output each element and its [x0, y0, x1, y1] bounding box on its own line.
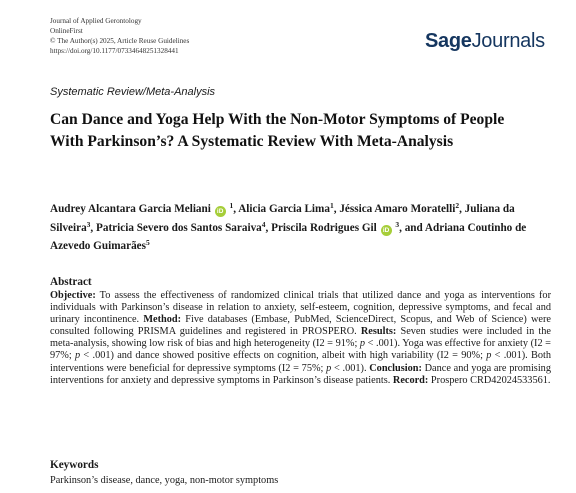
abstract-text: [50, 290, 551, 387]
author-name[interactable]: Jéssica Amaro Moratelli: [339, 203, 456, 215]
journal-metadata: [50, 16, 189, 56]
results-text: < .001) and dance showed positive effects on cognition, albeit with high variability (I2 = 90%;: [80, 350, 487, 362]
objective-text: To assess the effectiveness of randomized clinical trials that utilized dance and yoga as interventions for individuals with Parkinson’s disease in relation to anxiety, self-esteem, cognition, depressive symptoms, and fecal and urinary incontinence.: [50, 290, 551, 326]
author-name[interactable]: Priscila Rodrigues Gil: [271, 221, 377, 234]
affiliation-marker[interactable]: 5: [146, 238, 150, 247]
affiliation-marker[interactable]: 3: [395, 219, 400, 229]
author-name[interactable]: Juliana da Silveira: [50, 203, 515, 234]
orcid-icon[interactable]: iD: [215, 206, 226, 217]
method-label: Method:: [143, 314, 182, 326]
results-label: Results:: [360, 326, 397, 338]
author-separator: ,: [265, 221, 272, 234]
author-separator: , and: [399, 221, 425, 234]
results-text: Seven studies were included in the meta-analysis, showing low risk of bias and high heterogeneity (I2 = 91%;: [50, 326, 551, 350]
results-text: < .001). Both interventions were beneficial for depressive symptoms (I2 = 75%;: [50, 350, 552, 374]
results-text: < .001). Yoga was effective for anxiety (I2 = 97%;: [50, 338, 551, 362]
article-type: Systematic Review/Meta-Analysis: [50, 86, 216, 98]
abstract-heading: Abstract: [50, 276, 92, 288]
keywords-heading: Keywords: [50, 459, 99, 471]
affiliation-marker[interactable]: 1: [229, 201, 234, 210]
method-text: Five databases (Embase, PubMed, ScienceDirect, Scopus, and Web of Science) were consulted following PRISMA guidelines and registered in PROSPERO.: [50, 314, 551, 338]
conclusion-label: Conclusion:: [369, 362, 422, 374]
author-separator: ,: [90, 221, 97, 234]
p-value-symbol: p: [359, 338, 366, 350]
orcid-icon[interactable]: iD: [381, 225, 392, 236]
affiliation-marker[interactable]: 2: [455, 201, 460, 210]
sage-journals-logo[interactable]: [425, 30, 545, 53]
affiliation-marker[interactable]: 3: [86, 219, 91, 229]
author-separator: ,: [459, 203, 465, 215]
doi-link[interactable]: https://doi.org/10.1177/07334648251328441: [50, 47, 179, 55]
record-label: Record:: [392, 374, 429, 386]
journal-name: Journal of Applied Gerontology: [50, 17, 142, 25]
author-name[interactable]: Patricia Severo dos Santos Saraiva: [96, 221, 262, 234]
p-value-symbol: p: [326, 362, 332, 374]
author-separator: ,: [333, 203, 340, 215]
conclusion-text: Dance and yoga are promising interventions for anxiety and depressive symptoms in Parkinson’s disease patients.: [50, 362, 551, 386]
author-name[interactable]: Audrey Alcantara Garcia Meliani: [50, 203, 211, 215]
affiliation-marker[interactable]: 1: [329, 201, 334, 210]
author-name[interactable]: Alicia Garcia Lima: [238, 203, 330, 215]
objective-label: Objective:: [50, 290, 96, 301]
publication-status: OnlineFirst: [50, 27, 83, 35]
logo-part-sage: Sage: [425, 30, 472, 52]
p-value-symbol: p: [486, 350, 492, 362]
author-separator: ,: [233, 203, 239, 215]
keywords-list: Parkinson’s disease, dance, yoga, non-motor symptoms: [50, 475, 279, 486]
author-name[interactable]: Adriana Coutinho de Azevedo Guimarães: [50, 221, 527, 252]
author-list: [50, 200, 540, 256]
affiliation-marker[interactable]: 4: [261, 219, 266, 229]
reuse-guidelines-link[interactable]: © The Author(s) 2025, Article Reuse Guidelines: [50, 37, 190, 45]
p-value-symbol: p: [75, 350, 81, 362]
record-text: Prospero CRD42024533561.: [428, 374, 551, 386]
article-title: Can Dance and Yoga Help With the Non-Motor Symptoms of People With Parkinson’s? A Systematic Review With Meta-Analysis: [50, 111, 505, 150]
results-text: < .001).: [331, 362, 370, 374]
logo-part-journals: Journals: [471, 30, 545, 52]
